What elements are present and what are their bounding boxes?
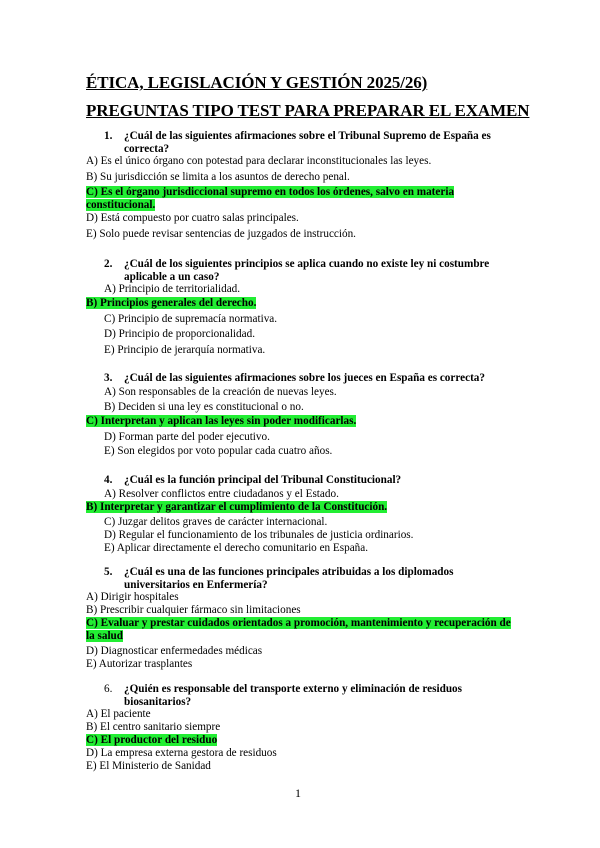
question-number: 4.: [104, 474, 113, 486]
answer-option-e: E) Son elegidos por voto popular cada cuatro años.: [104, 445, 333, 457]
answer-option-e: E) Solo puede revisar sentencias de juzgados de instrucción.: [86, 228, 356, 240]
answer-option-a: A) Principio de territorialidad.: [104, 283, 241, 295]
answer-option-a: A) Resolver conflictos entre ciudadanos y el Estado.: [104, 488, 339, 500]
answer-option-b: B) Prescribir cualquier fármaco sin limitaciones: [86, 604, 301, 616]
answer-option-a: A) El paciente: [86, 708, 151, 720]
answer-option-c-correct: [86, 734, 217, 747]
question-text: ¿Cuál es la función principal del Tribunal Constitucional?: [124, 474, 402, 486]
correct-answer-highlight: B) Principios generales del derecho.: [86, 297, 257, 309]
answer-option-d: D) Diagnosticar enfermedades médicas: [86, 645, 263, 657]
correct-answer-highlight: C) El productor del residuo: [86, 734, 218, 746]
document-title: ÉTICA, LEGISLACIÓN Y GESTIÓN 2025/26): [86, 73, 428, 92]
question-text: ¿Cuál de las siguientes afirmaciones sobre los jueces en España es correcta?: [124, 372, 485, 384]
answer-option-d: D) Regular el funcionamiento de los tribunales de justicia ordinarios.: [104, 529, 414, 541]
answer-option-e: E) Autorizar trasplantes: [86, 658, 193, 670]
question-text: ¿Cuál es una de las funciones principales atribuidas a los diplomados universitarios en Enfermería?: [124, 566, 454, 591]
answer-option-b: B) El centro sanitario siempre: [86, 721, 221, 733]
answer-option-b: B) Su jurisdicción se limita a los asuntos de derecho penal.: [86, 171, 350, 183]
answer-option-c-correct: [86, 186, 486, 211]
answer-option-a: A) Es el único órgano con potestad para declarar inconstitucionales las leyes.: [86, 155, 432, 167]
answer-option-b-correct: [86, 501, 387, 514]
answer-option-b: B) Deciden si una ley es constitucional o no.: [104, 401, 304, 413]
answer-option-e: E) El Ministerio de Sanidad: [86, 760, 211, 772]
question-number: 5.: [104, 566, 113, 578]
answer-option-b-correct: [86, 297, 256, 310]
answer-option-d: D) La empresa externa gestora de residuos: [86, 747, 277, 759]
answer-option-d: D) Forman parte del poder ejecutivo.: [104, 431, 270, 443]
answer-option-e: E) Principio de jerarquía normativa.: [104, 344, 266, 356]
answer-option-c-correct: [86, 617, 516, 642]
page-number: 1: [295, 786, 301, 800]
question-number: 3.: [104, 372, 113, 384]
document-subtitle: PREGUNTAS TIPO TEST PARA PREPARAR EL EXAMEN: [86, 101, 530, 120]
answer-option-a: A) Son responsables de la creación de nuevas leyes.: [104, 386, 337, 398]
answer-option-a: A) Dirigir hospitales: [86, 591, 179, 603]
correct-answer-highlight: C) Evaluar y prestar cuidados orientados a promoción, mantenimiento y recuperación de la salud: [86, 617, 511, 642]
correct-answer-highlight: C) Interpretan y aplican las leyes sin poder modificarlas.: [86, 415, 357, 427]
question-text: ¿Cuál de las siguientes afirmaciones sobre el Tribunal Supremo de España es correcta?: [124, 130, 491, 155]
question-text: ¿Cuál de los siguientes principios se aplica cuando no existe ley ni costumbre aplicable a un caso?: [124, 258, 490, 283]
answer-option-e: E) Aplicar directamente el derecho comunitario en España.: [104, 542, 369, 554]
answer-option-c-correct: [86, 415, 356, 428]
correct-answer-highlight: B) Interpretar y garantizar el cumplimiento de la Constitución.: [86, 501, 388, 513]
question-number: 2.: [104, 258, 113, 270]
answer-option-c: C) Principio de supremacía normativa.: [104, 313, 278, 325]
question-text: ¿Quién es responsable del transporte externo y eliminación de residuos biosanitarios?: [124, 683, 463, 708]
correct-answer-highlight: C) Es el órgano jurisdiccional supremo en todos los órdenes, salvo en materia constitucional.: [86, 186, 455, 211]
answer-option-c: C) Juzgar delitos graves de carácter internacional.: [104, 516, 328, 528]
question-number: 1.: [104, 130, 113, 142]
answer-option-d: D) Principio de proporcionalidad.: [104, 328, 255, 340]
question-number: 6.: [104, 683, 113, 695]
answer-option-d: D) Está compuesto por cuatro salas principales.: [86, 212, 299, 224]
